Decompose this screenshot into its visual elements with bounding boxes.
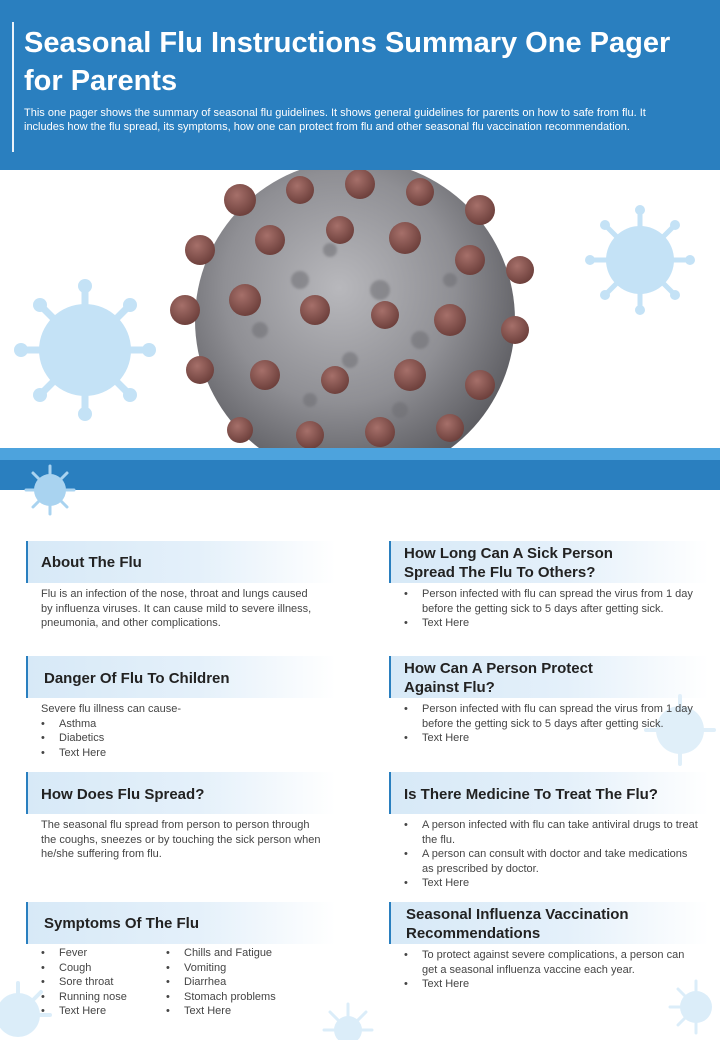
danger-heading-bar [26,656,336,698]
virus-deco-bottom-center-icon [318,1000,378,1040]
symptoms-heading: Symptoms Of The Flu [44,915,200,932]
list-item: • A person can consult with doctor and take medications as prescribed by doctor. [404,847,702,876]
list-item: • Person infected with flu can spread the virus from 1 day before the getting sick to 5 days after getting sick. [404,702,694,731]
virus-illustration [0,170,720,450]
header-banner [0,0,720,170]
list-item: • Diarrhea [166,975,326,990]
list-item: • Running nose [41,990,161,1005]
list-item: • Text Here [41,746,321,761]
how-long-heading-line1: How Long Can A Sick Person [404,545,613,562]
list-item: • Text Here [404,616,694,631]
list-item: • A person infected with flu can take antiviral drugs to treat the flu. [404,818,702,847]
list-item: • Sore throat [41,975,161,990]
spread-heading-bar [26,772,336,814]
list-item: • Text Here [41,1004,161,1019]
protect-heading-line2: Against Flu? [404,679,495,696]
list-item: • Vomiting [166,961,326,976]
list-item: • Cough [41,961,161,976]
symptoms-list-col2 [166,946,326,1019]
vaccination-heading-bar [389,902,709,944]
page-title: Seasonal Flu Instructions Summary One Pager for Parents [24,27,671,97]
danger-intro: Severe flu illness can cause- [41,703,182,715]
vaccination-heading-line1: Seasonal Influenza Vaccination [406,906,629,923]
list-item: • Text Here [404,731,694,746]
about-flu-heading: About The Flu [41,554,142,571]
list-item: • Chills and Fatigue [166,946,326,961]
list-item: • Text Here [404,876,702,891]
danger-body [41,702,321,760]
list-item: • To protect against severe complications, a person can get a seasonal influenza vaccine each year. [404,948,696,977]
vaccination-heading-line2: Recommendations [406,925,541,942]
virus-deco-left-icon [14,279,156,421]
protect-list [404,702,694,746]
divider-band-light [0,448,720,460]
vaccination-list [404,948,696,992]
medicine-heading-bar [389,772,709,814]
symptoms-list-col1 [41,946,161,1019]
list-item: • Diabetics [41,731,321,746]
virus-deco-small-icon [20,460,80,520]
spread-text: The seasonal flu spread from person to person through the coughs, sneezes or by touching the sick person when he/she suffering from flu. [41,819,321,860]
how-long-heading-bar [389,541,709,583]
list-item: • Stomach problems [166,990,326,1005]
protect-heading [404,659,593,697]
danger-heading: Danger Of Flu To Children [44,670,230,687]
medicine-heading: Is There Medicine To Treat The Flu? [404,786,658,803]
hero-image [0,170,720,450]
danger-list [41,717,321,761]
coronavirus-icon [170,170,534,450]
spread-heading: How Does Flu Spread? [41,786,205,803]
virus-deco-right-icon [585,205,695,315]
list-item: • Person infected with flu can spread the virus from 1 day before the getting sick to 5 days after getting sick. [404,587,694,616]
protect-heading-bar [389,656,709,698]
how-long-list [404,587,694,631]
list-item: • Text Here [404,977,696,992]
vaccination-heading [406,905,629,943]
about-flu-text: Flu is an infection of the nose, throat and lungs caused by influenza viruses. It can cause mild to severe illness, pneumonia, and other complications. [41,588,312,629]
list-item: • Fever [41,946,161,961]
list-item: • Text Here [166,1004,326,1019]
divider-band-dark [0,460,720,490]
page-subtitle: This one pager shows the summary of seasonal flu guidelines. It shows general guidelines for parents on how to safe from flu. It includes how the flu spread, its symptoms, how one can protect from flu and other seasonal flu vaccination recommendation. [24,107,646,133]
how-long-heading-line2: Spread The Flu To Others? [404,564,596,581]
how-long-heading [404,544,613,582]
about-flu-heading-bar [26,541,336,583]
medicine-list [404,818,702,891]
list-item: • Asthma [41,717,321,732]
symptoms-heading-bar [26,902,336,944]
protect-heading-line1: How Can A Person Protect [404,660,593,677]
